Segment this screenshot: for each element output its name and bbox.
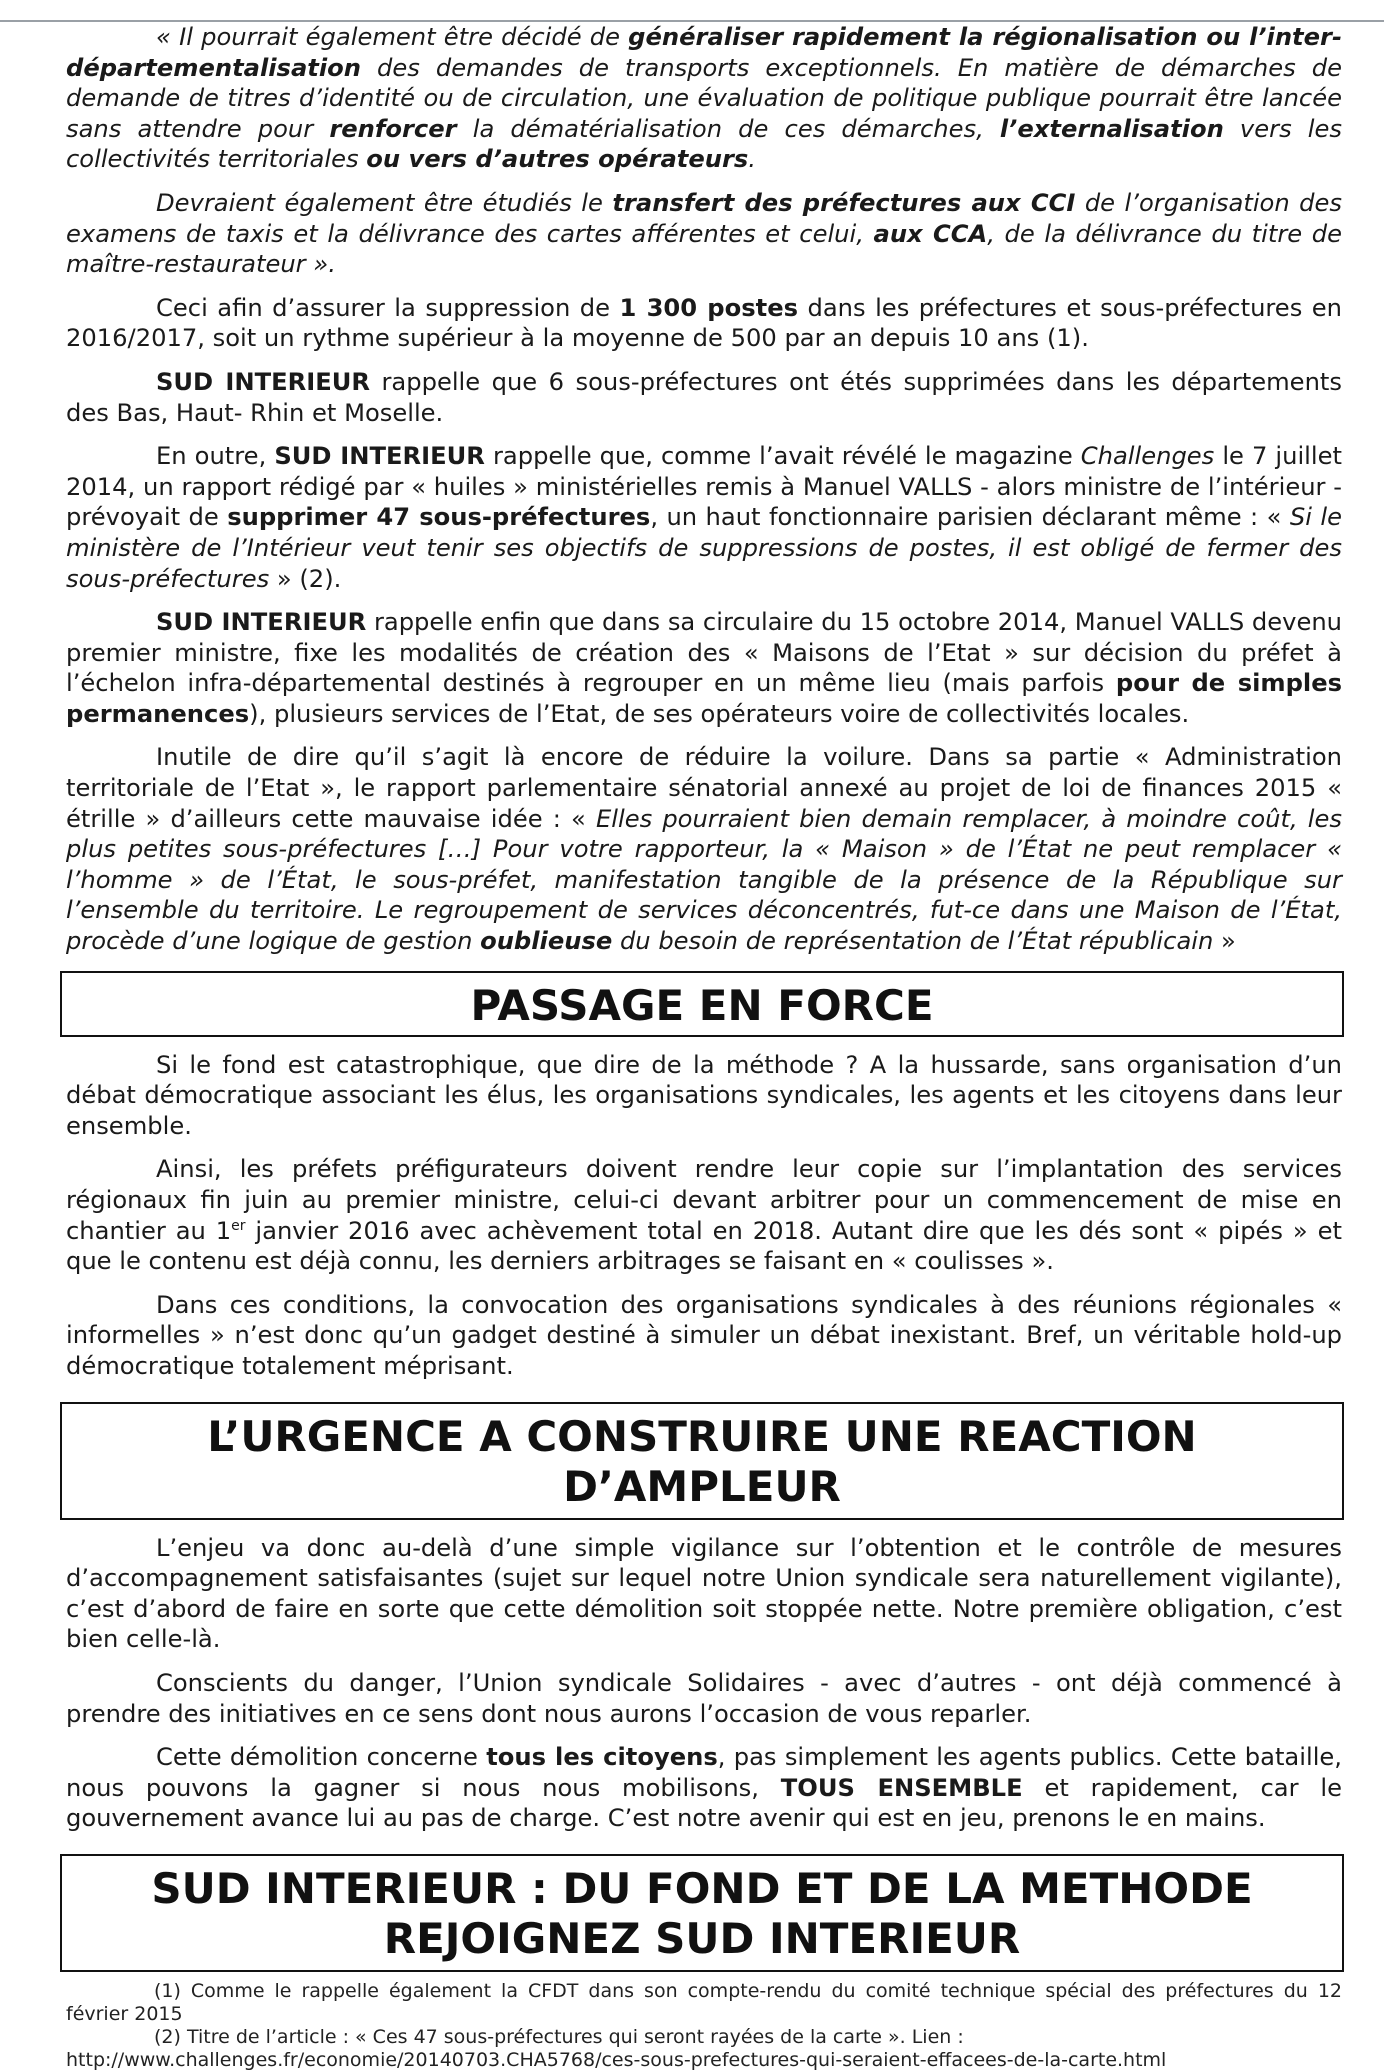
quote-paragraph-1: « Il pourrait également être décidé de généraliser rapidement la régionalisation ou l’inter-départementalisation des demandes de transports exceptionnels. En matière de démarches de demande de titres d’identité ou de circulation, une évaluation de politique publique pourrait être lancée sans attendre pour renforcer la dématérialisation de ces démarches, l’externalisation vers les collectivités territoriales ou vers d’autres opérateurs. bbox=[66, 23, 1342, 174]
footnote-link[interactable]: http://www.challenges.fr/economie/20140703.CHA5768/ces-sous-prefectures-qui-seraient-effacees-de-la-carte.html bbox=[66, 2048, 1167, 2071]
paragraph-prefigurateurs: Ainsi, les préfets préfigurateurs doivent rendre leur copie sur l’implantation des services régionaux fin juin au premier ministre, celui-ci devant arbitrer pour un commencement de mise en chantier au 1er janvier 2016 avec achèvement total en 2018. Autant dire que les dés sont « pipés » et que le contenu est déjà connu, les derniers arbitrages se faisant en « coulisses ». bbox=[66, 1155, 1342, 1276]
heading-text: PASSAGE EN FORCE bbox=[470, 980, 934, 1030]
paragraph-sous-prefectures: SUD INTERIEUR rappelle que 6 sous-préfectures ont étés supprimées dans les départements des Bas, Haut- Rhin et Moselle. bbox=[66, 367, 1342, 427]
paragraph-challenges: En outre, SUD INTERIEUR rappelle que, comme l’avait révélé le magazine Challenges le 7 juillet 2014, un rapport rédigé par « huiles » ministérielles remis à Manuel VALLS - alors ministre de l’intérieur - prévoyait de supprimer 47 sous-préfectures, un haut fonctionnaire parisien déclarant même : « Si le ministère de l’Intérieur veut tenir ses objectifs de suppressions de postes, il est obligé de fermer des sous-préfectures » (2). bbox=[66, 442, 1342, 593]
paragraph-rapport-senatorial: Inutile de dire qu’il s’agit là encore de réduire la voilure. Dans sa partie « Administration territoriale de l’Etat », le rapport parlementaire sénatorial annexé au projet de loi de finances 2015 « étrille » d’ailleurs cette mauvaise idée : « Elles pourraient bien demain remplacer, à moindre coût, les plus petites sous-préfectures […] Pour votre rapporteur, la « Maison » de l’État ne peut remplacer « l’homme » de l’État, le sous-préfet, manifestation tangible de la présence de la République sur l’ensemble du territoire. Le regroupement de services déconcentrés, fut-ce dans une Maison de l’État, procède d’une logique de gestion oublieuse du besoin de représentation de l’État républicain » bbox=[66, 743, 1342, 956]
section-heading-passage-en-force bbox=[60, 971, 1344, 1037]
paragraph-citoyens: Cette démolition concerne tous les citoyens, pas simplement les agents publics. Cette bataille, nous pouvons la gagner si nous nous mobilisons, TOUS ENSEMBLE et rapidement, car le gouvernement avance lui au pas de charge. C’est notre avenir qui est en jeu, prenons le en mains. bbox=[66, 1743, 1342, 1833]
heading-text: L’URGENCE A CONSTRUIRE UNE REACTION D’AMPLEUR bbox=[207, 1411, 1197, 1511]
footnote-1: (1) Comme le rappelle également la CFDT dans son compte-rendu du comité technique spécial des préfectures du 12 février 2015 bbox=[66, 1979, 1342, 2025]
paragraph-postes: Ceci afin d’assurer la suppression de 1 300 postes dans les préfectures et sous-préfectures en 2016/2017, soit un rythme supérieur à la moyenne de 500 par an depuis 10 ans (1). bbox=[66, 293, 1342, 353]
paragraph-enjeu: L’enjeu va donc au-delà d’une simple vigilance sur l’obtention et le contrôle de mesures d’accompagnement satisfaisantes (sujet sur lequel notre Union syndicale sera naturellement vigilante), c’est d’abord de faire en sorte que cette démolition soit stoppée nette. Notre première obligation, c’est bien celle-là. bbox=[66, 1533, 1342, 1654]
paragraph-methode: Si le fond est catastrophique, que dire de la méthode ? A la hussarde, sans organisation d’un débat démocratique associant les élus, les organisations syndicales, les agents et les citoyens dans leur ensemble. bbox=[66, 1050, 1342, 1140]
section-heading-rejoignez bbox=[60, 1854, 1344, 1972]
footnotes bbox=[66, 1980, 1342, 2072]
heading-line-1: SUD INTERIEUR : DU FOND ET DE LA METHODE bbox=[151, 1863, 1253, 1913]
paragraph-circulaire: SUD INTERIEUR rappelle enfin que dans sa circulaire du 15 octobre 2014, Manuel VALLS devenu premier ministre, fixe les modalités de création des « Maisons de l’Etat » sur décision du préfet à l’échelon infra-départemental destinés à regrouper en un même lieu (mais parfois pour de simples permanences), plusieurs services de l’Etat, de ses opérateurs voire de collectivités locales. bbox=[66, 608, 1342, 728]
paragraph-solidaires: Conscients du danger, l’Union syndicale Solidaires - avec d’autres - ont déjà commencé à prendre des initiatives en ce sens dont nous aurons l’occasion de vous reparler. bbox=[66, 1668, 1342, 1728]
heading-line-2: REJOIGNEZ SUD INTERIEUR bbox=[383, 1913, 1021, 1963]
footnote-2: (2) Titre de l’article : « Ces 47 sous-préfectures qui seront rayées de la carte ». Lien : bbox=[154, 2025, 964, 2048]
document-page bbox=[66, 22, 1342, 2072]
section-heading-urgence bbox=[60, 1402, 1344, 1520]
paragraph-convocation: Dans ces conditions, la convocation des organisations syndicales à des réunions régionales « informelles » n’est donc qu’un gadget destiné à simuler un débat inexistant. Bref, un véritable hold-up démocratique totalement méprisant. bbox=[66, 1290, 1342, 1380]
quote-paragraph-2: Devraient également être étudiés le transfert des préfectures aux CCI de l’organisation des examens de taxis et la délivrance des cartes afférentes et celui, aux CCA, de la délivrance du titre de maître-restaurateur ». bbox=[66, 188, 1342, 279]
